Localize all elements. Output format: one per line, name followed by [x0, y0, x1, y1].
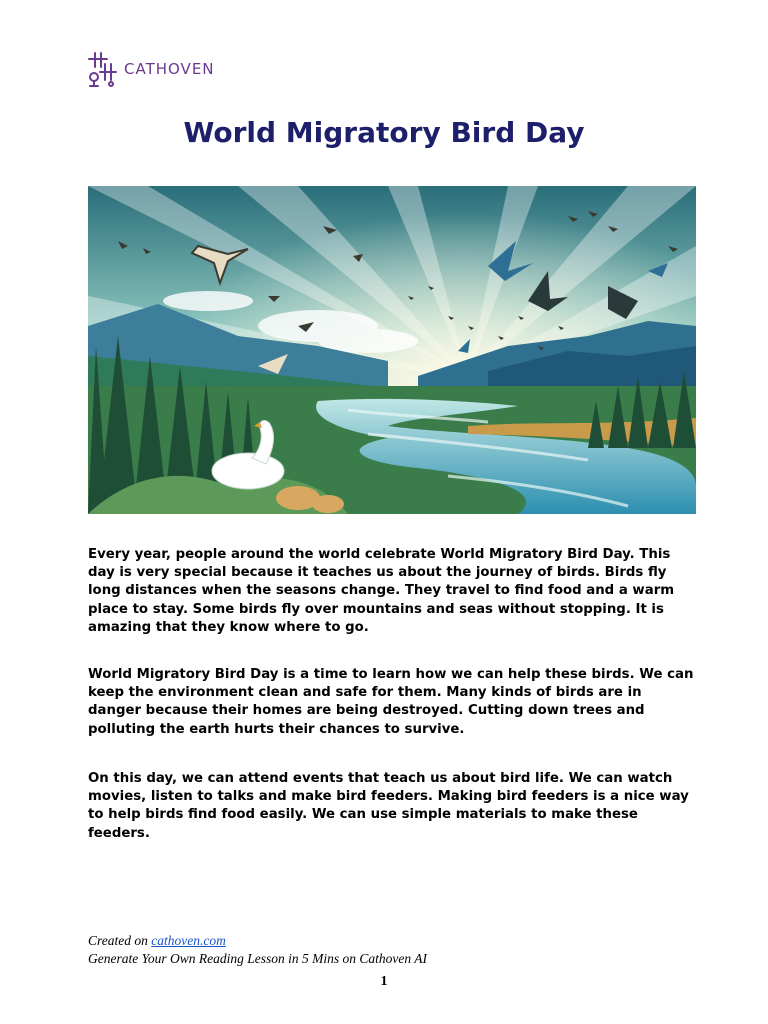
illustration-migratory-birds-over-river-valley — [88, 186, 696, 514]
cathoven-logo-icon — [86, 50, 118, 88]
brand-logo — [86, 50, 215, 88]
hero-illustration — [88, 186, 696, 514]
page-title: World Migratory Bird Day — [183, 116, 585, 149]
created-on-line — [88, 932, 427, 950]
brand-name: CATHOVEN — [124, 60, 215, 78]
paragraph: On this day, we can attend events that teach us about bird life. We can watch movies, listen to talks and make bird feeders. Making bird feeders is a nice way to help birds find food easily. We can use simple materials to make these feeders. — [88, 771, 689, 841]
paragraph: Every year, people around the world celebrate World Migratory Bird Day. This day is very special because it teaches us about the journey of birds. Birds fly long distances when the seasons change. They travel to find food and a warm place to stay. Some birds fly over mountains and seas without stopping. It is amazing that they know where to go. — [88, 547, 675, 635]
paragraph: World Migratory Bird Day is a time to learn how we can help these birds. We can keep the environment clean and safe for them. Many kinds of birds are in danger because their homes are being destroyed. Cutting down trees and polluting the earth hurts their chances to survive. — [88, 667, 694, 737]
page-number: 1 — [380, 974, 388, 989]
cathoven-link[interactable]: cathoven.com — [151, 933, 226, 948]
created-on-label: Created on — [88, 933, 152, 948]
footer-tagline: Generate Your Own Reading Lesson in 5 Mins on Cathoven AI — [88, 951, 427, 966]
footer — [88, 932, 427, 968]
